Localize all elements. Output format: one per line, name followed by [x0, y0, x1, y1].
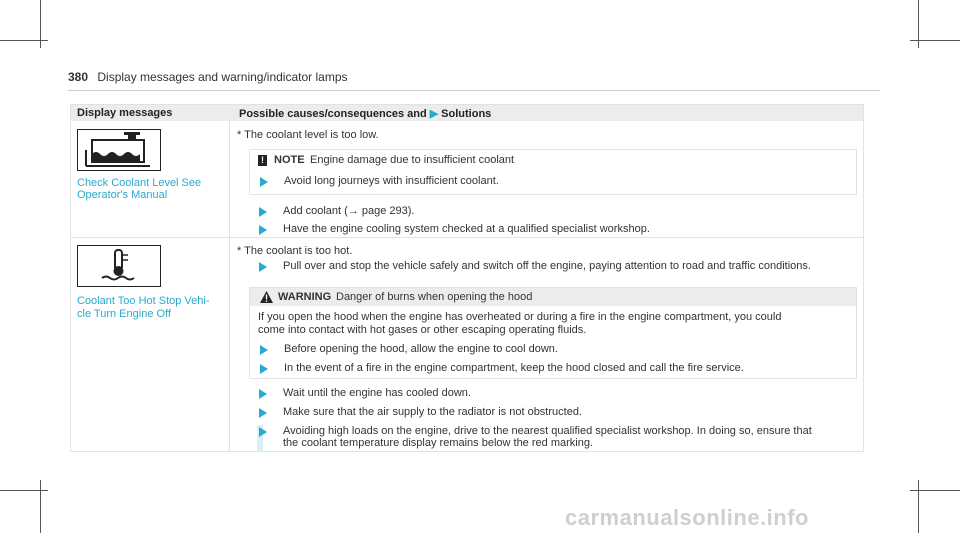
coolant-level-icon	[77, 129, 161, 171]
note-title: NOTE	[274, 154, 305, 166]
step-arrow-icon	[259, 262, 267, 272]
warning-step: In the event of a fire in the engine compartment, keep the hood closed and call the fire service.	[284, 362, 744, 374]
warning-text: come into contact with hot gases or other escaping operating fluids.	[258, 324, 587, 336]
crop-mark	[910, 490, 960, 491]
crop-mark	[0, 40, 48, 41]
note-box	[249, 149, 857, 195]
step-arrow-icon	[259, 207, 267, 217]
warning-heading: Danger of burns when opening the hood	[336, 291, 533, 303]
exclamation-icon: !	[258, 155, 267, 166]
step-arrow-icon	[259, 408, 267, 418]
step-arrow-icon	[260, 177, 268, 187]
cause-text: * The coolant is too hot.	[237, 245, 353, 257]
watermark: carmanualsonline.info	[565, 505, 809, 530]
page-title: Display messages and warning/indicator lamps	[97, 70, 348, 84]
message-check-coolant-level: Check Coolant Level See Operator's Manual	[77, 177, 202, 201]
crop-mark	[918, 480, 919, 533]
step-text: Make sure that the air supply to the radiator is not obstructed.	[283, 406, 582, 418]
crop-mark	[40, 480, 41, 533]
step-arrow-icon	[259, 389, 267, 399]
step-arrow-icon	[260, 345, 268, 355]
table-header	[71, 105, 863, 121]
message-coolant-too-hot-line1: Coolant Too Hot Stop Vehi-	[77, 295, 210, 307]
warning-box	[249, 287, 857, 379]
page-number: 380	[68, 70, 89, 84]
header-divider	[68, 90, 880, 91]
step-text: Add coolant (→ page 293).	[283, 205, 415, 217]
warning-title: WARNING	[278, 291, 332, 303]
step-text: Avoiding high loads on the engine, drive to the nearest qualified specialist workshop. In doing so, ensure that	[283, 425, 812, 437]
coolant-temperature-icon	[77, 245, 161, 287]
display-messages-table	[70, 104, 864, 452]
step-arrow-icon	[260, 364, 268, 374]
crop-mark	[0, 490, 48, 491]
step-arrow-icon	[259, 427, 267, 437]
step-text: Have the engine cooling system checked at a qualified specialist workshop.	[283, 223, 650, 235]
note-text: Engine damage due to insufficient coolant	[310, 154, 515, 166]
step-text: Wait until the engine has cooled down.	[283, 387, 471, 399]
col-header-causes-solutions: Possible causes/consequences and ▶ Solutions	[239, 108, 492, 120]
play-arrow-icon: ▶	[429, 108, 439, 120]
note-step: Avoid long journeys with insufficient coolant.	[284, 175, 499, 187]
message-coolant-too-hot-line2: cle Turn Engine Off	[77, 308, 171, 320]
step-arrow-icon	[259, 225, 267, 235]
col-header-display-messages: Display messages	[77, 107, 173, 119]
warning-step: Before opening the hood, allow the engine to cool down.	[284, 343, 558, 355]
crop-mark	[910, 40, 960, 41]
warning-text: If you open the hood when the engine has overheated or during a fire in the engine compartment, you could	[258, 311, 782, 323]
row-divider	[71, 237, 863, 238]
step-text-continued: the coolant temperature display remains below the red marking.	[283, 437, 593, 449]
step-text: Pull over and stop the vehicle safely and switch off the engine, paying attention to road and traffic conditions.	[283, 260, 811, 272]
column-divider	[229, 121, 230, 451]
page-header	[68, 70, 880, 90]
warning-triangle-icon	[260, 291, 273, 303]
cause-text: * The coolant level is too low.	[237, 129, 379, 141]
